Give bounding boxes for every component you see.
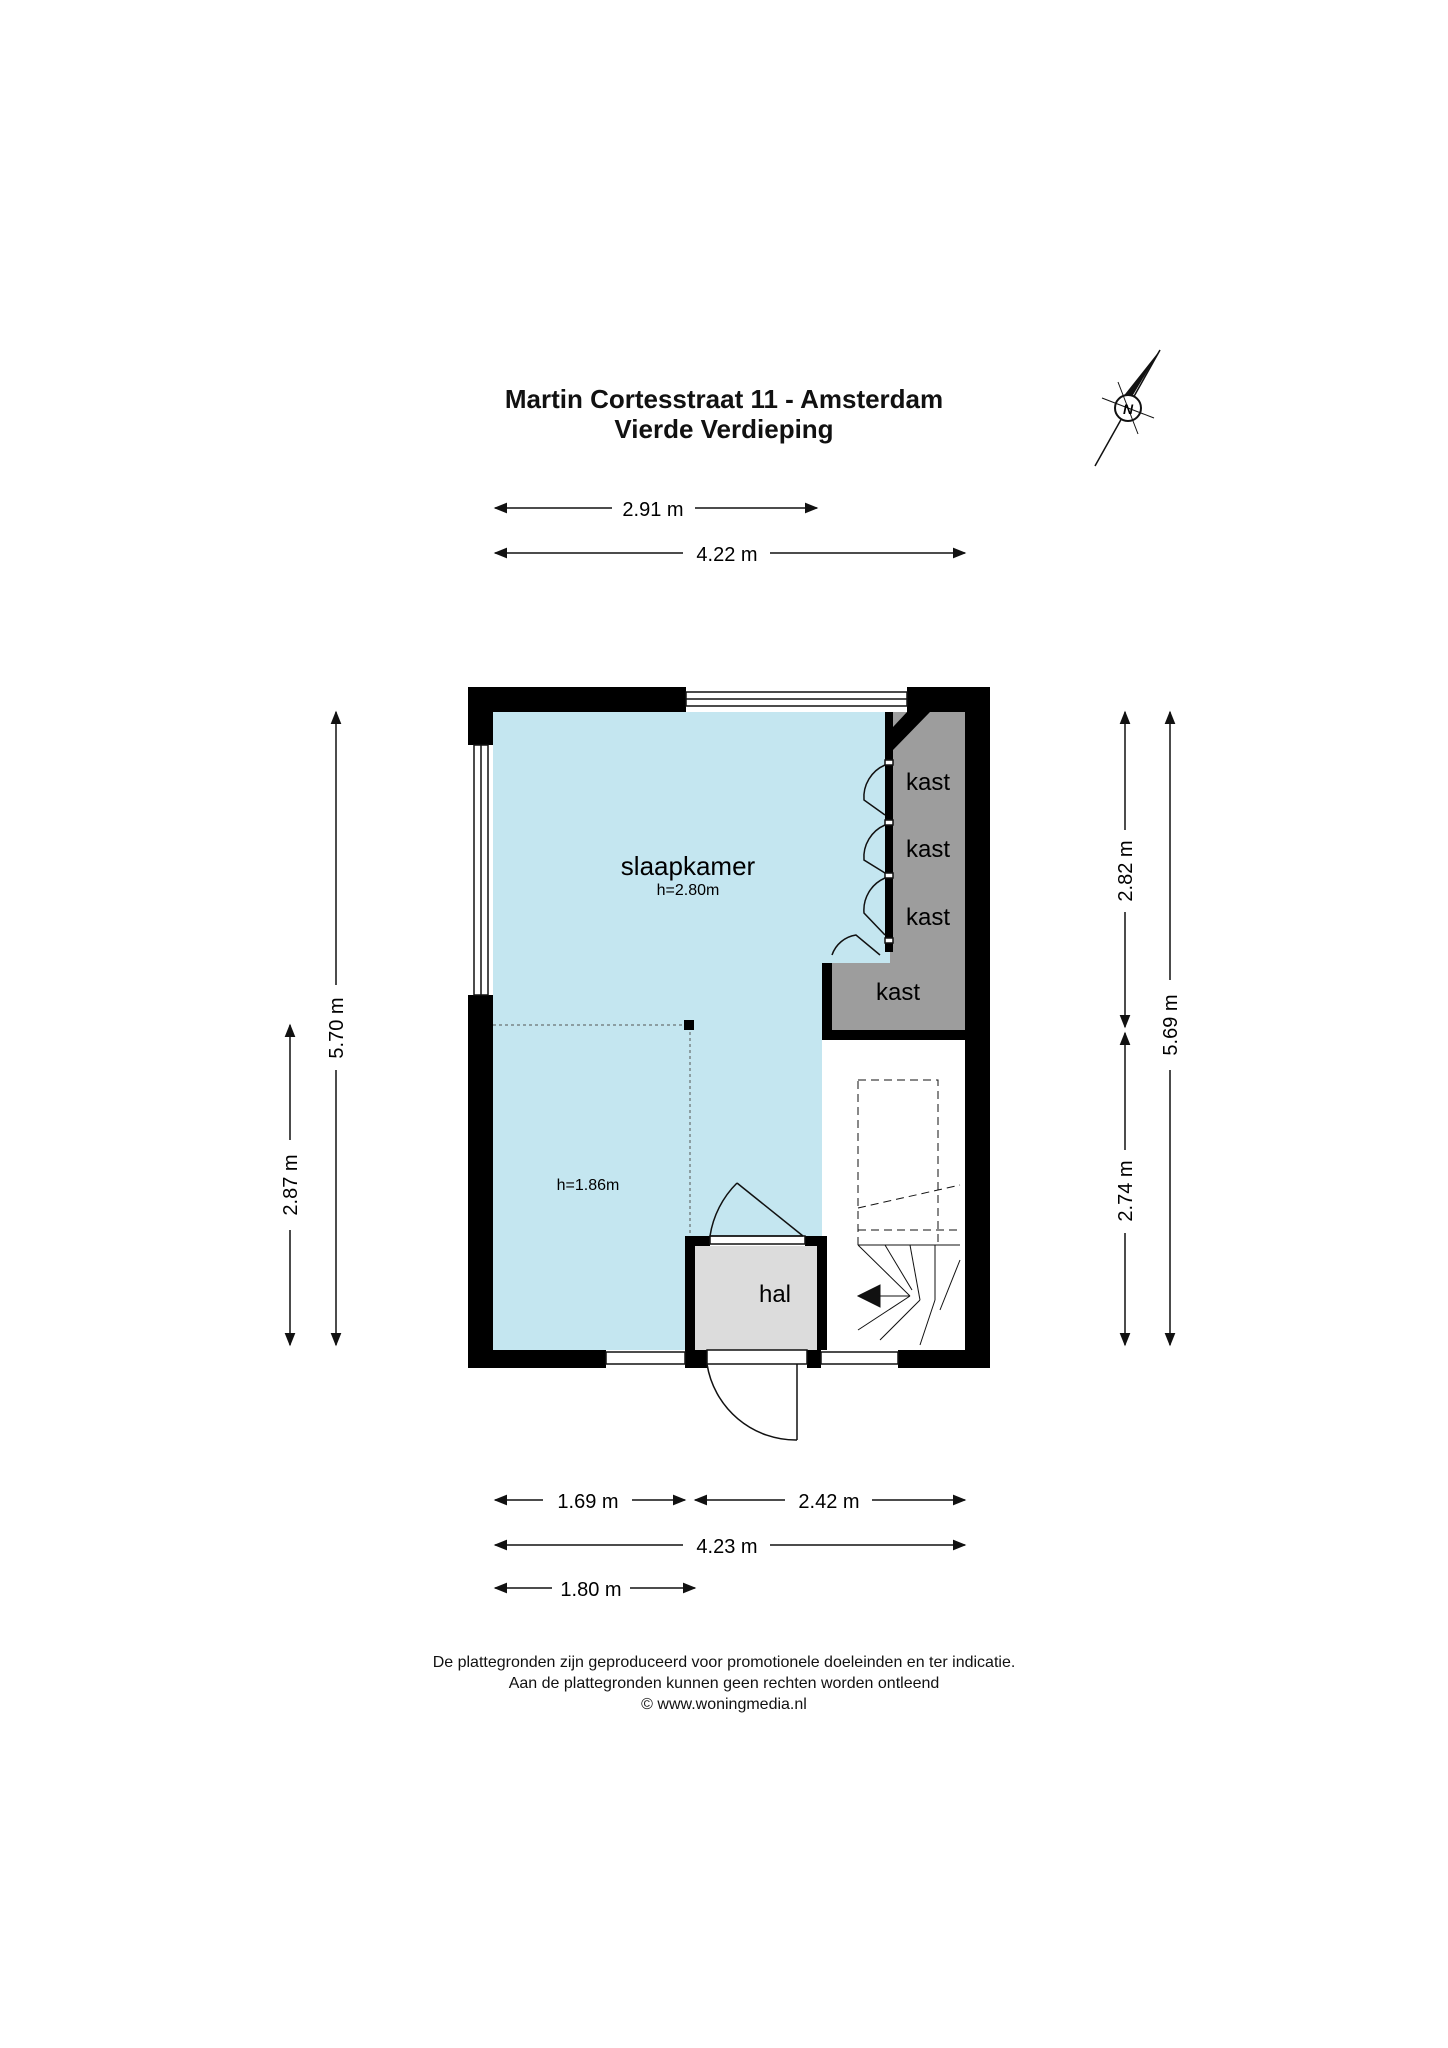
room-height-low-ceiling: h=1.86m [556, 1177, 620, 1194]
copyright: © www.woningmedia.nl [641, 1696, 807, 1713]
dim-bottom-partial: 1.80 m [560, 1579, 622, 1601]
dim-top-total: 4.22 m [696, 544, 758, 566]
room-label-kast-3: kast [905, 904, 951, 931]
room-label-kast-2: kast [905, 836, 951, 863]
hall-area [695, 1246, 817, 1350]
north-arrow-icon [1095, 350, 1160, 466]
stair-area [827, 1040, 965, 1350]
room-label-kast-1: kast [905, 769, 951, 796]
dim-right-lower: 2.74 m [1115, 1160, 1137, 1222]
title-address: Martin Cortesstraat 11 - Amsterdam [504, 384, 944, 414]
disclaimer [0, 1652, 1448, 1715]
dim-left-partial: 2.87 m [280, 1154, 302, 1216]
dim-right-total: 5.69 m [1160, 994, 1182, 1056]
room-label-kast-4: kast [875, 979, 921, 1006]
dim-bottom-total: 4.23 m [696, 1536, 758, 1558]
disclaimer-line-2: Aan de plattegronden kunnen geen rechten worden ontleend [508, 1675, 940, 1692]
dim-bottom-left: 1.69 m [557, 1491, 619, 1513]
dim-top-inner: 2.91 m [622, 499, 684, 521]
title-floor: Vierde Verdieping [614, 414, 834, 444]
room-label-slaapkamer: slaapkamer [620, 851, 756, 881]
disclaimer-line-1: De plattegronden zijn geproduceerd voor promotionele doeleinden en ter indicatie. [432, 1654, 1016, 1671]
compass-label: N [1122, 401, 1134, 417]
dim-right-upper: 2.82 m [1115, 840, 1137, 902]
dim-left-total: 5.70 m [326, 997, 348, 1059]
room-label-hal: hal [758, 1281, 792, 1308]
dim-bottom-right: 2.42 m [798, 1491, 860, 1513]
room-height-slaapkamer: h=2.80m [656, 882, 720, 899]
